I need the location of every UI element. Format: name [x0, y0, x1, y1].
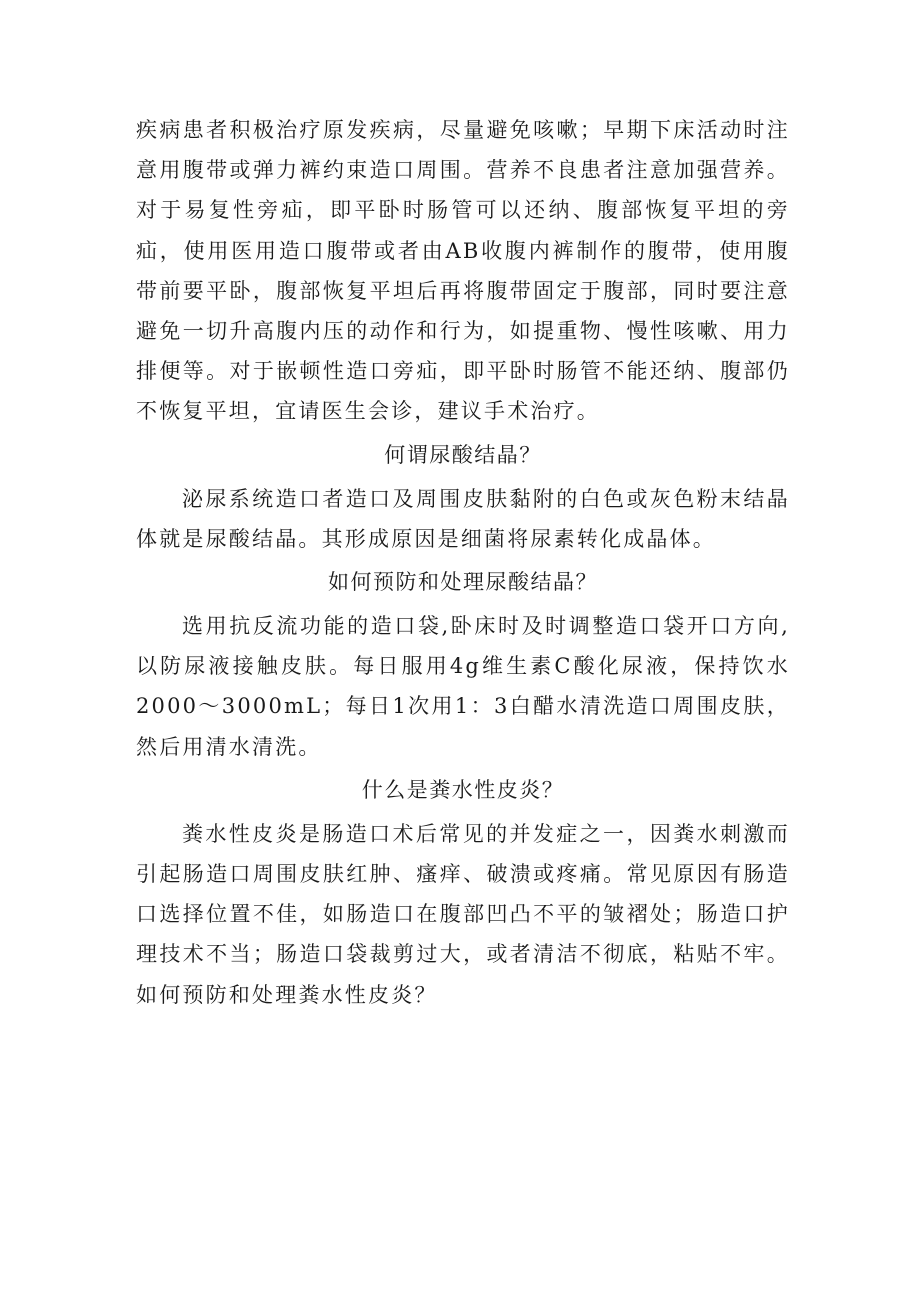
paragraph-hernia-care: 疾病患者积极治疗原发疾病，尽量避免咳嗽；早期下床活动时注意用腹带或弹力裤约束造口周围。营养不良患者注意加强营养。对于易复性旁疝，即平卧时肠管可以还纳、腹部恢复平坦的旁疝，使用医用造口腹带或者由AB收腹内裤制作的腹带，使用腹带前要平卧，腹部恢复平坦后再将腹带固定于腹部，同时要注意避免一切升高腹内压的动作和行为，如提重物、慢性咳嗽、用力排便等。对于嵌顿性造口旁疝，即平卧时肠管不能还纳、腹部仍不恢复平坦，宜请医生会诊，建议手术治疗。 [136, 118, 790, 424]
paragraph-fecal-dermatitis: 粪水性皮炎是肠造口术后常见的并发症之一，因粪水刺激而引起肠造口周围皮肤红肿、瘙痒、破溃或疼痛。常见原因有肠造口选择位置不佳，如肠造口在腹部凹凸不平的皱褶处；肠造口护理技术不当；肠造口袋裁剪过大，或者清洁不彻底，粘贴不牢。如何预防和处理粪水性皮炎？ [136, 821, 790, 1007]
heading-fecal-dermatitis: 什么是粪水性皮炎？ [361, 777, 565, 802]
document-body [136, 110, 790, 1015]
paragraph-uric-acid-definition: 泌尿系统造口者造口及周围皮肤黏附的白色或灰色粉末结晶体就是尿酸结晶。其形成原因是细菌将尿素转化成晶体。 [136, 486, 790, 551]
paragraph-uric-acid-prevention: 选用抗反流功能的造口袋,卧床时及时调整造口袋开口方向,以防尿液接触皮肤。每日服用4g维生素C酸化尿液，保持饮水2000～3000mL；每日1次用1：3白醋水清洗造口周围皮肤，然后用清水清洗。 [136, 614, 790, 759]
heading-uric-acid-crystal: 何谓尿酸结晶？ [384, 442, 542, 467]
heading-uric-acid-prevention: 如何预防和处理尿酸结晶？ [328, 570, 598, 595]
